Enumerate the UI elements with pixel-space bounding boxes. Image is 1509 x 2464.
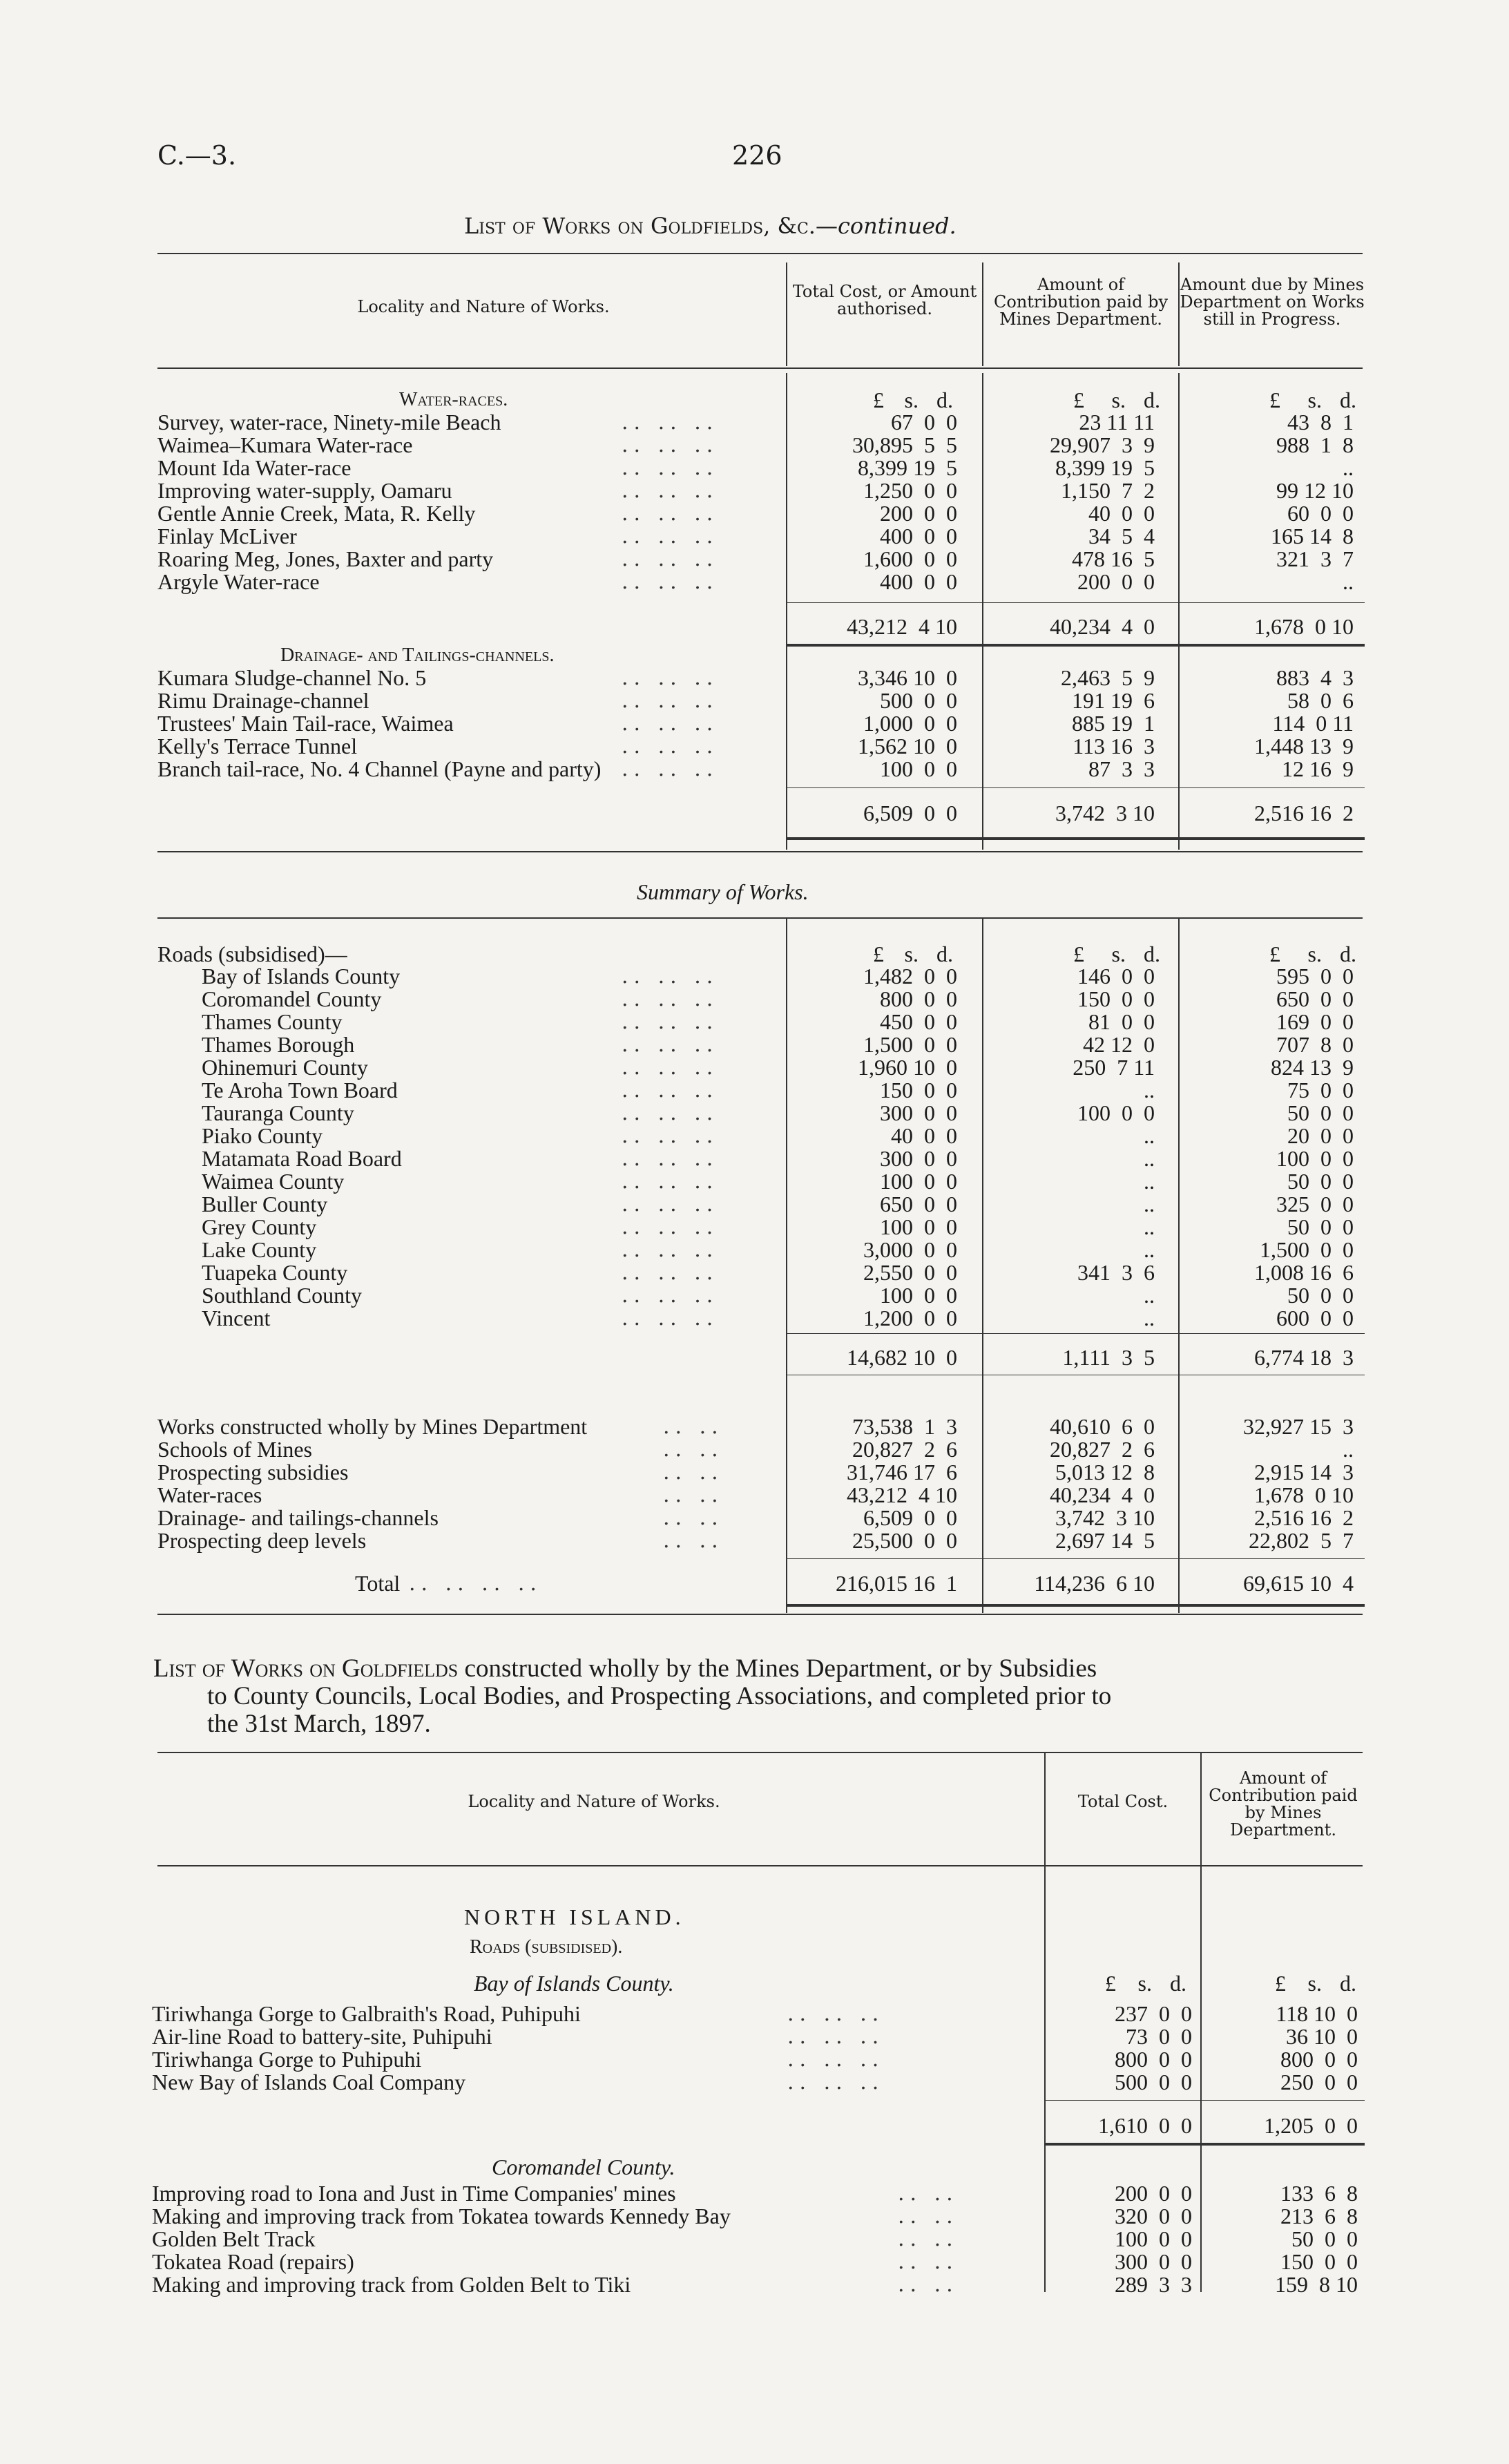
row-label: Waimea County <box>202 1169 345 1194</box>
amount-due-value: 69,615 10 4 <box>1243 1571 1354 1596</box>
contribution-value: .. <box>1144 1192 1155 1216</box>
contribution-value: 478 16 5 <box>1072 546 1155 571</box>
total-cost-value: 1,562 10 0 <box>858 734 957 758</box>
leader-dots: .. .. .. <box>622 433 719 457</box>
amount-due-value: 100 0 0 <box>1276 1146 1354 1171</box>
leader-dots: .. .. .. <box>622 1283 719 1308</box>
total-cost-value: 289 3 3 <box>1115 2272 1192 2297</box>
leader-dots: .. .. <box>663 1506 724 1530</box>
leader-dots: .. .. <box>898 2227 959 2251</box>
leader-dots: .. .. <box>663 1438 724 1462</box>
row-label: Making and improving track from Tokatea towards Kennedy Bay <box>152 2204 731 2228</box>
row-label: Trustees' Main Tail-race, Waimea <box>157 711 454 736</box>
contribution-value: 250 7 11 <box>1073 1055 1155 1080</box>
leader-dots: .. .. .. <box>787 2047 885 2072</box>
amount-due-value: 595 0 0 <box>1276 964 1354 989</box>
row-label: Waimea–Kumara Water-race <box>157 432 413 457</box>
row-label: Improving water-supply, Oamaru <box>157 478 452 503</box>
total-cost-value: 216,015 16 1 <box>836 1571 957 1596</box>
amount-due-value: 20 0 0 <box>1287 1123 1354 1148</box>
total-cost-value: 67 0 0 <box>891 410 957 434</box>
amount-due-value: .. <box>1343 455 1354 480</box>
row-label: Buller County <box>202 1192 328 1216</box>
row-label: Improving road to Iona and Just in Time Companies' mines <box>152 2181 676 2206</box>
leader-dots: .. .. .. <box>622 502 719 526</box>
amount-due-value: 600 0 0 <box>1276 1306 1354 1330</box>
leader-dots: .. .. <box>663 1460 724 1484</box>
contribution-value: 1,150 7 2 <box>1061 478 1155 503</box>
amount-due-value: 43 8 1 <box>1287 410 1354 434</box>
amount-due-value: 988 1 8 <box>1276 432 1354 457</box>
row-label: Rimu Drainage-channel <box>157 688 369 713</box>
subtotal-rule <box>787 1333 1365 1334</box>
total-cost-value: 100 0 0 <box>880 756 957 781</box>
summary-top-rule <box>157 917 1363 919</box>
contribution-value: 81 0 0 <box>1088 1009 1155 1034</box>
amount-due-value: 707 8 0 <box>1276 1032 1354 1057</box>
roads-subsidised-heading: Roads (subsidised). <box>470 1936 623 1958</box>
leader-dots: .. .. .. <box>622 734 719 758</box>
header-locality: Locality and Nature of Works. <box>357 297 610 316</box>
total-cost-value: 300 0 0 <box>880 1100 957 1125</box>
total-cost-value: 200 0 0 <box>1115 2181 1192 2206</box>
amount-due-value: 1,008 16 6 <box>1254 1260 1354 1285</box>
total-cost-value: 450 0 0 <box>880 1009 957 1034</box>
leader-dots: .. .. .. <box>622 410 719 434</box>
total-cost-value: 300 0 0 <box>880 1146 957 1171</box>
contribution-value: 213 6 8 <box>1280 2204 1358 2228</box>
contribution-value: 191 19 6 <box>1072 688 1155 713</box>
leader-dots: .. .. <box>898 2204 959 2228</box>
subtotal-rule <box>787 787 1365 788</box>
total-cost-value: 30,895 5 5 <box>852 432 957 457</box>
coromandel-heading: Coromandel County. <box>492 2155 675 2179</box>
row-label: Thames Borough <box>202 1032 355 1057</box>
leader-dots: .. .. .. .. <box>409 1572 542 1596</box>
leader-dots: .. .. .. <box>622 757 719 781</box>
leader-dots: .. .. .. <box>622 689 719 713</box>
leader-dots: .. .. .. <box>622 1124 719 1148</box>
row-label: Argyle Water-race <box>157 569 320 594</box>
contribution-value: 341 3 6 <box>1077 1260 1155 1285</box>
row-label: Schools of Mines <box>157 1437 312 1462</box>
contribution-value: 23 11 11 <box>1079 410 1155 434</box>
contribution-value: 3,742 3 10 <box>1055 801 1155 825</box>
amount-due-value: 50 0 0 <box>1287 1169 1354 1194</box>
bay-of-islands-heading: Bay of Islands County. <box>474 1971 674 1996</box>
roads-subsidised-label: Roads (subsidised)— <box>157 942 347 966</box>
leader-dots: .. .. .. <box>622 711 719 736</box>
row-label: Kelly's Terrace Tunnel <box>157 734 358 758</box>
row-label: Tiriwhanga Gorge to Puhipuhi <box>152 2047 422 2072</box>
contribution-value: 36 10 0 <box>1286 2024 1358 2049</box>
leader-dots: .. .. .. <box>622 1192 719 1216</box>
amount-due-value: 58 0 6 <box>1287 688 1354 713</box>
total-cost-value: 400 0 0 <box>880 524 957 548</box>
total-cost-value: 43,212 4 10 <box>847 1482 957 1507</box>
total-cost-value: 1,482 0 0 <box>863 964 957 989</box>
contribution-value: 40,234 4 0 <box>1050 614 1155 639</box>
contribution-value: 42 12 0 <box>1083 1032 1155 1057</box>
header-amount-due: Amount due by Mines Department on Works still in Progress. <box>1180 275 1365 329</box>
leader-dots: .. .. .. <box>622 1261 719 1285</box>
col-divider <box>982 373 983 850</box>
contribution-value: 113 16 3 <box>1073 734 1155 758</box>
total-cost-value: 8,399 19 5 <box>858 455 957 480</box>
contribution-value: .. <box>1144 1214 1155 1239</box>
contribution-value: 250 0 0 <box>1280 2070 1358 2094</box>
subtotal-rule <box>787 1558 1365 1559</box>
row-label: Coromandel County <box>202 986 382 1011</box>
leader-dots: .. .. .. <box>622 1033 719 1057</box>
header-total-cost: Total Cost, or Amount authorised. <box>792 282 977 318</box>
section-heading-water-races: Water-races. <box>399 389 508 410</box>
leader-dots: .. .. .. <box>622 964 719 989</box>
contribution-value: 100 0 0 <box>1077 1100 1155 1125</box>
section-heading-drainage: Drainage- and Tailings-channels. <box>280 644 555 666</box>
contribution-value: 40,234 4 0 <box>1050 1482 1155 1507</box>
amount-due-value: 2,516 16 2 <box>1254 801 1354 825</box>
contribution-value: 8,399 19 5 <box>1055 455 1155 480</box>
row-label: Thames County <box>202 1009 343 1034</box>
table2-header-rule <box>157 1865 1363 1866</box>
leader-dots: .. .. .. <box>622 1101 719 1125</box>
row-label: Air-line Road to battery-site, Puhipuhi <box>152 2024 492 2049</box>
total-cost-value: 6,509 0 0 <box>863 801 957 825</box>
total-cost-value: 150 0 0 <box>880 1078 957 1102</box>
leader-dots: .. .. <box>663 1529 724 1553</box>
contribution-value: 1,205 0 0 <box>1264 2113 1358 2138</box>
contribution-value: 114,236 6 10 <box>1034 1571 1155 1596</box>
leader-dots: .. .. .. <box>787 2025 885 2049</box>
table2-top-rule <box>157 1752 1363 1753</box>
north-island-heading: NORTH ISLAND. <box>464 1904 685 1929</box>
page-number: 226 <box>732 140 782 171</box>
section2-title-line1: List of Works on Goldfields constructed wholly by the Mines Department, or by Subsidies <box>153 1654 1097 1683</box>
amount-due-value: 22,802 5 7 <box>1249 1528 1354 1553</box>
total-cost-value: 25,500 0 0 <box>852 1528 957 1553</box>
total-cost-value: 40 0 0 <box>891 1123 957 1148</box>
total-cost-value: 31,746 17 6 <box>847 1460 957 1484</box>
contribution-value: .. <box>1144 1306 1155 1330</box>
contribution-value: 20,827 2 6 <box>1050 1437 1155 1462</box>
total-cost-value: 800 0 0 <box>880 986 957 1011</box>
summary-heading: Summary of Works. <box>637 879 809 904</box>
amount-due-value: 32,927 15 3 <box>1243 1414 1354 1439</box>
contribution-value: 2,463 5 9 <box>1061 665 1155 690</box>
row-label: Kumara Sludge-channel No. 5 <box>157 665 427 690</box>
total-cost-value: 43,212 4 10 <box>847 614 957 639</box>
col-divider <box>786 373 787 850</box>
row-label: Branch tail-race, No. 4 Channel (Payne and party) <box>157 756 602 781</box>
amount-due-value: 325 0 0 <box>1276 1192 1354 1216</box>
section2-title-line3: the 31st March, 1897. <box>207 1710 431 1738</box>
contribution-value: 800 0 0 <box>1280 2047 1358 2072</box>
section2-title-line2: to County Councils, Local Bodies, and Prospecting Associations, and completed prior to <box>207 1682 1112 1710</box>
contribution-value: 150 0 0 <box>1280 2249 1358 2274</box>
leader-dots: .. .. .. <box>622 456 719 480</box>
contribution-value: 118 10 0 <box>1276 2001 1358 2026</box>
row-label: Mount Ida Water-race <box>157 455 352 480</box>
total-cost-value: 300 0 0 <box>1115 2249 1192 2274</box>
row-label: Water-races <box>157 1482 262 1507</box>
amount-due-value: 99 12 10 <box>1276 478 1354 503</box>
amount-due-value: 883 4 3 <box>1276 665 1354 690</box>
leader-dots: .. .. .. <box>622 1010 719 1034</box>
amount-due-value: 60 0 0 <box>1287 501 1354 526</box>
total-double-rule <box>1046 2143 1365 2146</box>
row-label: Drainage- and tailings-channels <box>157 1505 439 1530</box>
row-label: Southland County <box>202 1283 363 1308</box>
contribution-value: 146 0 0 <box>1077 964 1155 989</box>
leader-dots: .. .. .. <box>622 524 719 548</box>
total-cost-value: 1,500 0 0 <box>863 1032 957 1057</box>
col-divider <box>1178 373 1180 850</box>
leader-dots: .. .. <box>898 2273 959 2297</box>
contribution-value: 159 8 10 <box>1275 2272 1358 2297</box>
contribution-value: 133 6 8 <box>1280 2181 1358 2206</box>
leader-dots: .. .. .. <box>622 987 719 1011</box>
leader-dots: .. .. .. <box>622 1056 719 1080</box>
total-cost-value: 1,960 10 0 <box>858 1055 957 1080</box>
table2-header-contribution: Amount of Contribution paid by Mines Department. <box>1209 1768 1358 1840</box>
row-label: Roaring Meg, Jones, Baxter and party <box>157 546 494 571</box>
contribution-value: 5,013 12 8 <box>1055 1460 1155 1484</box>
row-label: Piako County <box>202 1123 323 1148</box>
contribution-value: 885 19 1 <box>1072 711 1155 736</box>
total-cost-value: 650 0 0 <box>880 1192 957 1216</box>
total-double-rule <box>787 1604 1365 1607</box>
total-cost-value: 14,682 10 0 <box>847 1345 957 1370</box>
row-label: Te Aroha Town Board <box>202 1078 398 1102</box>
col-divider <box>786 919 787 1613</box>
amount-due-value: 650 0 0 <box>1276 986 1354 1011</box>
amount-due-value: 50 0 0 <box>1287 1283 1354 1308</box>
amount-due-value: 165 14 8 <box>1271 524 1354 548</box>
total-cost-value: 100 0 0 <box>1115 2226 1192 2251</box>
row-label: Prospecting subsidies <box>157 1460 349 1484</box>
contribution-value: 34 5 4 <box>1088 524 1155 548</box>
contribution-value: 200 0 0 <box>1077 569 1155 594</box>
row-label: Vincent <box>202 1306 271 1330</box>
total-cost-value: 237 0 0 <box>1115 2001 1192 2026</box>
table-header-rule <box>157 367 1363 369</box>
total-cost-value: 100 0 0 <box>880 1283 957 1308</box>
leader-dots: .. .. .. <box>622 1238 719 1262</box>
leader-dots: .. .. <box>898 2181 959 2206</box>
leader-dots: .. .. <box>663 1483 724 1507</box>
amount-due-value: .. <box>1343 569 1354 594</box>
leader-dots: .. .. .. <box>622 1078 719 1102</box>
row-label: Bay of Islands County <box>202 964 401 989</box>
contribution-value: 40 0 0 <box>1088 501 1155 526</box>
total-cost-value: 100 0 0 <box>880 1214 957 1239</box>
amount-due-value: 1,678 0 10 <box>1254 1482 1354 1507</box>
total-cost-value: 3,000 0 0 <box>863 1237 957 1262</box>
total-double-rule <box>787 837 1365 840</box>
row-label: Tiriwhanga Gorge to Galbraith's Road, Puhipuhi <box>152 2001 581 2026</box>
amount-due-value: .. <box>1343 1437 1354 1462</box>
contribution-value: .. <box>1144 1283 1155 1308</box>
table-bottom-rule <box>157 851 1363 852</box>
row-label: Making and improving track from Golden Belt to Tiki <box>152 2272 631 2297</box>
contribution-value: 50 0 0 <box>1291 2226 1358 2251</box>
total-cost-value: 500 0 0 <box>880 688 957 713</box>
amount-due-value: 824 13 9 <box>1271 1055 1354 1080</box>
contribution-value: .. <box>1144 1078 1155 1102</box>
amount-due-value: 6,774 18 3 <box>1254 1345 1354 1370</box>
row-label: Tauranga County <box>202 1100 354 1125</box>
page-reference: C.—3. <box>157 140 237 171</box>
leader-dots: .. .. <box>663 1415 724 1439</box>
leader-dots: .. .. .. <box>622 1147 719 1171</box>
row-label: Works constructed wholly by Mines Department <box>157 1414 588 1439</box>
leader-dots: .. .. .. <box>622 479 719 503</box>
row-label: Tokatea Road (repairs) <box>152 2249 354 2274</box>
total-cost-value: 1,250 0 0 <box>863 478 957 503</box>
row-label: Prospecting deep levels <box>157 1528 367 1553</box>
subtotal-rule <box>787 602 1365 603</box>
amount-due-value: 114 0 11 <box>1272 711 1354 736</box>
total-cost-value: 1,600 0 0 <box>863 546 957 571</box>
leader-dots: .. .. .. <box>622 570 719 594</box>
total-cost-value: 2,550 0 0 <box>863 1260 957 1285</box>
contribution-value: 3,742 3 10 <box>1055 1505 1155 1530</box>
total-cost-value: 100 0 0 <box>880 1169 957 1194</box>
amount-due-value: 50 0 0 <box>1287 1214 1354 1239</box>
subtotal-rule <box>1046 2100 1365 2101</box>
row-label: New Bay of Islands Coal Company <box>152 2070 466 2094</box>
contribution-value: .. <box>1144 1169 1155 1194</box>
leader-dots: .. .. .. <box>622 1215 719 1239</box>
total-cost-value: 200 0 0 <box>880 501 957 526</box>
total-cost-value: 20,827 2 6 <box>852 1437 957 1462</box>
table2-header-locality: Locality and Nature of Works. <box>468 1792 720 1811</box>
leader-dots: .. .. .. <box>787 2070 885 2094</box>
leader-dots: .. .. .. <box>622 666 719 690</box>
total-cost-value: 320 0 0 <box>1115 2204 1192 2228</box>
total-cost-value: 1,200 0 0 <box>863 1306 957 1330</box>
amount-due-value: 50 0 0 <box>1287 1100 1354 1125</box>
total-cost-value: 73,538 1 3 <box>852 1414 957 1439</box>
leader-dots: .. .. .. <box>622 1169 719 1194</box>
row-label: Golden Belt Track <box>152 2226 316 2251</box>
amount-due-value: 321 3 7 <box>1276 546 1354 571</box>
row-label: Ohinemuri County <box>202 1055 368 1080</box>
row-label: Finlay McLiver <box>157 524 297 548</box>
amount-due-value: 1,678 0 10 <box>1254 614 1354 639</box>
page-title: List of Works on Goldfields, &c.—continued. <box>464 213 957 239</box>
total-cost-value: 73 0 0 <box>1126 2024 1192 2049</box>
total-cost-value: 6,509 0 0 <box>863 1505 957 1530</box>
contribution-value: 1,111 3 5 <box>1062 1345 1155 1370</box>
contribution-value: .. <box>1144 1237 1155 1262</box>
leader-dots: .. .. .. <box>622 547 719 571</box>
amount-due-value: 169 0 0 <box>1276 1009 1354 1034</box>
col-divider <box>1178 919 1180 1613</box>
table-top-rule <box>157 253 1363 254</box>
leader-dots: .. .. .. <box>787 2002 885 2026</box>
contribution-value: 29,907 3 9 <box>1050 432 1155 457</box>
summary-bottom-rule <box>157 1614 1363 1615</box>
total-cost-value: 1,000 0 0 <box>863 711 957 736</box>
row-label: Matamata Road Board <box>202 1146 402 1171</box>
row-label: Gentle Annie Creek, Mata, R. Kelly <box>157 501 476 526</box>
total-cost-value: 500 0 0 <box>1115 2070 1192 2094</box>
row-label: Survey, water-race, Ninety-mile Beach <box>157 410 501 434</box>
total-cost-value: 800 0 0 <box>1115 2047 1192 2072</box>
contribution-value: .. <box>1144 1146 1155 1171</box>
contribution-value: 87 3 3 <box>1088 756 1155 781</box>
total-double-rule <box>787 644 1365 647</box>
leader-dots: .. .. .. <box>622 1306 719 1330</box>
header-contribution: Amount of Contribution paid by Mines Department. <box>994 275 1168 329</box>
leader-dots: .. .. <box>898 2250 959 2274</box>
amount-due-value: 75 0 0 <box>1287 1078 1354 1102</box>
amount-due-value: 2,516 16 2 <box>1254 1505 1354 1530</box>
table2-header-total: Total Cost. <box>1077 1792 1169 1811</box>
contribution-value: 40,610 6 0 <box>1050 1414 1155 1439</box>
col-divider <box>982 919 983 1613</box>
total-cost-value: 3,346 10 0 <box>858 665 957 690</box>
contribution-value: .. <box>1144 1123 1155 1148</box>
row-label: Lake County <box>202 1237 317 1262</box>
total-cost-value: 400 0 0 <box>880 569 957 594</box>
contribution-value: 150 0 0 <box>1077 986 1155 1011</box>
amount-due-value: 1,500 0 0 <box>1260 1237 1354 1262</box>
amount-due-value: 2,915 14 3 <box>1254 1460 1354 1484</box>
amount-due-value: 1,448 13 9 <box>1254 734 1354 758</box>
row-label: Tuapeka County <box>202 1260 348 1285</box>
contribution-value: 2,697 14 5 <box>1055 1528 1155 1553</box>
grand-total-label: Total <box>355 1571 401 1596</box>
total-cost-value: 1,610 0 0 <box>1098 2113 1192 2138</box>
row-label: Grey County <box>202 1214 317 1239</box>
amount-due-value: 12 16 9 <box>1282 756 1354 781</box>
